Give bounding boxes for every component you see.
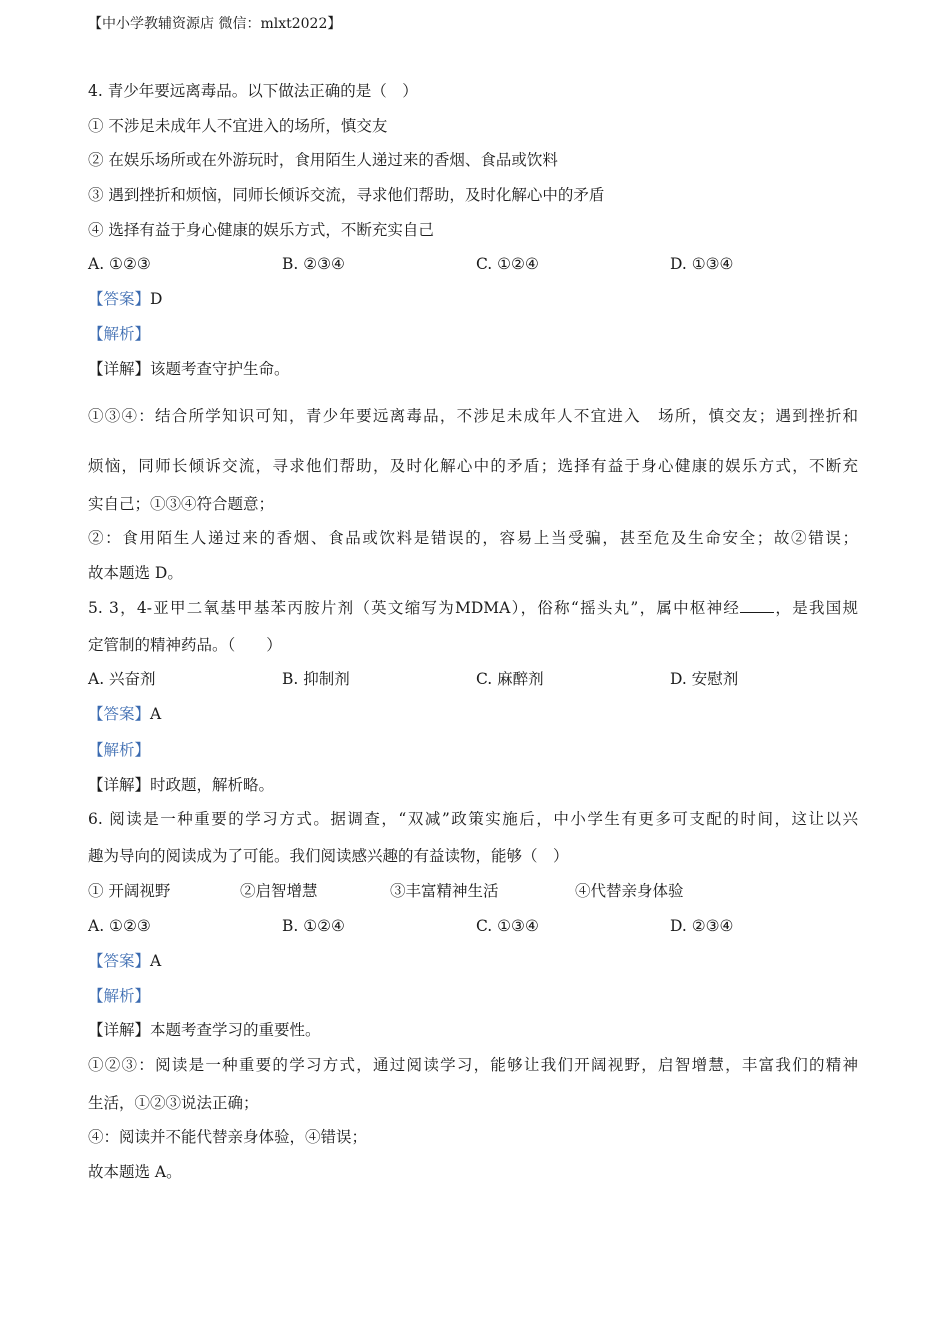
q6-answer-value: A <box>150 952 162 970</box>
q6-analysis-tag: 【解析】 <box>88 987 151 1005</box>
q4-expl-1b: 场所，慎交友；遇到挫折和 <box>656 407 858 425</box>
q4-expl-line-2: 烦恼，同师长倾诉交流，寻求他们帮助，及时化解心中的矛盾；选择有益于身心健康的娱乐方式，不断充 <box>88 457 858 475</box>
q4-option-b: B. ②③④ <box>282 255 345 273</box>
q4-expl-line-3: 实自己；①③④符合题意； <box>88 495 275 513</box>
q4-analysis-tag: 【解析】 <box>88 325 151 343</box>
q5-stem-line-1 <box>88 598 858 618</box>
answer-tag: 【答案】 <box>88 290 151 308</box>
q5-option-a: A. 兴奋剂 <box>88 670 156 688</box>
q6-item-3: ③丰富精神生活 <box>390 882 499 900</box>
q6-item-1: ① 开阔视野 <box>88 882 171 900</box>
q4-item-2: ② 在娱乐场所或在外游玩时，食用陌生人递过来的香烟、食品或饮料 <box>88 151 558 169</box>
q4-option-a: A. ①②③ <box>88 255 151 273</box>
q5-option-b: B. 抑制剂 <box>282 670 350 688</box>
q6-option-a: A. ①②③ <box>88 917 151 935</box>
q4-detail: 【详解】该题考查守护生命。 <box>88 360 290 378</box>
q6-expl-line-2: 生活，①②③说法正确； <box>88 1094 259 1112</box>
answer-blank <box>740 598 774 613</box>
q5-analysis-tag: 【解析】 <box>88 741 151 759</box>
q6-option-c: C. ①③④ <box>476 917 539 935</box>
q6-expl-line-3: ④：阅读并不能代替亲身体验，④错误； <box>88 1128 368 1146</box>
q4-expl-1a: ①③④：结合所学知识可知，青少年要远离毒品，不涉足未成年人不宜进入 <box>88 407 641 425</box>
q5-stem-line-2: 定管制的精神药品。（ ） <box>88 636 282 654</box>
q6-expl-line-1: ①②③：阅读是一种重要的学习方式，通过阅读学习，能够让我们开阔视野，启智增慧，丰富我们的精神 <box>88 1056 858 1074</box>
q4-item-1: ① 不涉足未成年人不宜进入的场所，慎交友 <box>88 117 388 135</box>
q6-stem-line-2: 趣为导向的阅读成为了可能。我们阅读感兴趣的有益读物，能够（ ） <box>88 847 569 865</box>
q5-answer-value: A <box>150 705 162 723</box>
q6-item-2: ②启智增慧 <box>240 882 318 900</box>
q5-detail: 【详解】时政题，解析略。 <box>88 776 275 794</box>
answer-tag: 【答案】 <box>88 952 151 970</box>
q6-option-d: D. ②③④ <box>670 917 734 935</box>
answer-tag: 【答案】 <box>88 705 151 723</box>
q5-option-d: D. 安慰剂 <box>670 670 739 688</box>
q4-option-c: C. ①②④ <box>476 255 539 273</box>
q4-option-d: D. ①③④ <box>670 255 734 273</box>
q4-item-4: ④ 选择有益于身心健康的娱乐方式，不断充实自己 <box>88 221 434 239</box>
q4-answer <box>88 289 162 309</box>
q6-answer <box>88 951 161 971</box>
q5-stem-b: ，是我国规 <box>774 599 858 617</box>
q6-detail: 【详解】本题考查学习的重要性。 <box>88 1021 321 1039</box>
q4-item-3: ③ 遇到挫折和烦恼，同师长倾诉交流，寻求他们帮助，及时化解心中的矛盾 <box>88 186 605 204</box>
q5-answer <box>88 704 161 724</box>
q6-conclusion: 故本题选 A。 <box>88 1163 182 1181</box>
q4-answer-value: D <box>150 290 163 308</box>
q5-stem-a: 5. 3，4-亚甲二氧基甲基苯丙胺片剂（英文缩写为MDMA），俗称“摇头丸”，属中枢神经 <box>88 599 741 617</box>
q5-option-c: C. 麻醉剂 <box>476 670 544 688</box>
q4-stem: 4. 青少年要远离毒品。以下做法正确的是（ ） <box>88 82 418 100</box>
q4-expl-line-4: ②：食用陌生人递过来的香烟、食品或饮料是错误的，容易上当受骗，甚至危及生命安全；故②错误； <box>88 529 858 547</box>
q6-stem-line-1: 6. 阅读是一种重要的学习方式。据调查，“双减”政策实施后，中小学生有更多可支配的时间，这让以兴 <box>88 810 858 828</box>
source-header: 【中小学教辅资源店 微信：mlxt2022】 <box>88 16 342 32</box>
q6-item-4: ④代替亲身体验 <box>575 882 684 900</box>
q4-expl-line-1 <box>88 406 858 426</box>
q6-option-b: B. ①②④ <box>282 917 345 935</box>
q4-conclusion: 故本题选 D。 <box>88 564 183 582</box>
